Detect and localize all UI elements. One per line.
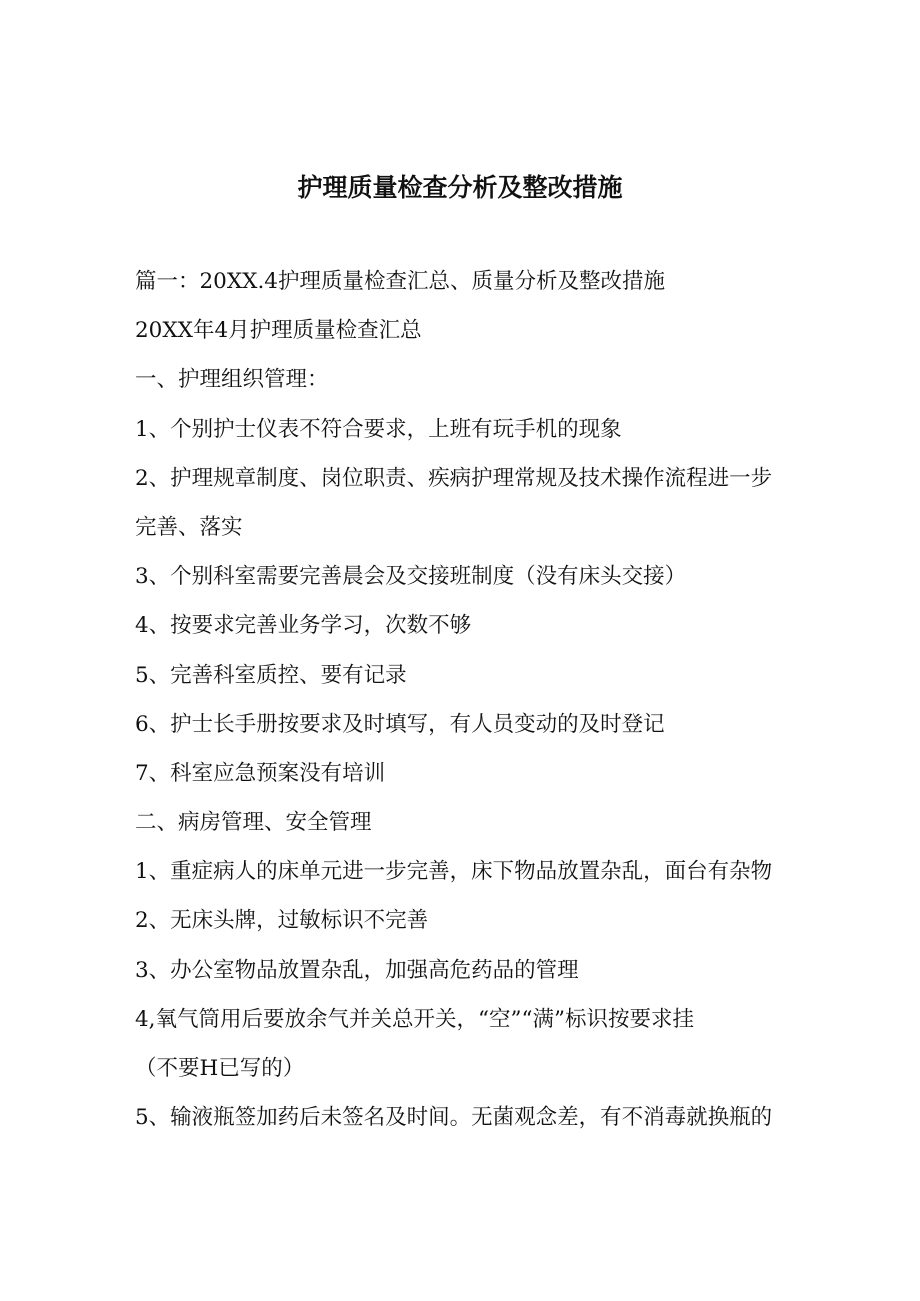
list-item: 3、个别科室需要完善晨会及交接班制度（没有床头交接） [135,564,687,590]
list-item: 5、完善科室质控、要有记录 [135,662,407,688]
summary-heading: 20XX年4月护理质量检查汇总 [135,318,422,344]
document-body [135,257,795,1142]
section-heading-org-management: 一、护理组织管理： [135,367,329,393]
section-heading-ward-safety: 二、病房管理、安全管理 [135,810,372,836]
list-item: 7、科室应急预案没有培训 [135,760,386,786]
list-item: 5、输液瓶签加药后未签名及时间。无菌观念差，有不消毒就换瓶的 [135,1105,773,1131]
list-item-continuation: 完善、落实 [135,514,243,540]
list-item-continuation: （不要H已写的） [135,1056,305,1081]
list-item: 2、护理规章制度、岗位职责、疾病护理常规及技术操作流程进一步 [135,465,773,491]
list-item: 6、护士长手册按要求及时填写，有人员变动的及时登记 [135,711,665,737]
list-item: 2、无床头牌，过敏标识不完善 [135,908,429,934]
list-item: 3、办公室物品放置杂乱，加强高危药品的管理 [135,957,579,983]
list-item: 1、重症病人的床单元进一步完善，床下物品放置杂乱，面台有杂物 [135,859,773,885]
document-title: 护理质量检查分析及整改措施 [297,173,623,202]
list-item: 4、按要求完善业务学习，次数不够 [135,613,472,639]
list-item: 1、个别护士仪表不符合要求，上班有玩手机的现象 [135,416,622,442]
list-item: 4,氧气筒用后要放余气并关总开关，“空”“满”标识按要求挂 [135,1006,694,1032]
section-heading-part1: 篇一：20XX.4护理质量检查汇总、质量分析及整改措施 [135,269,665,294]
